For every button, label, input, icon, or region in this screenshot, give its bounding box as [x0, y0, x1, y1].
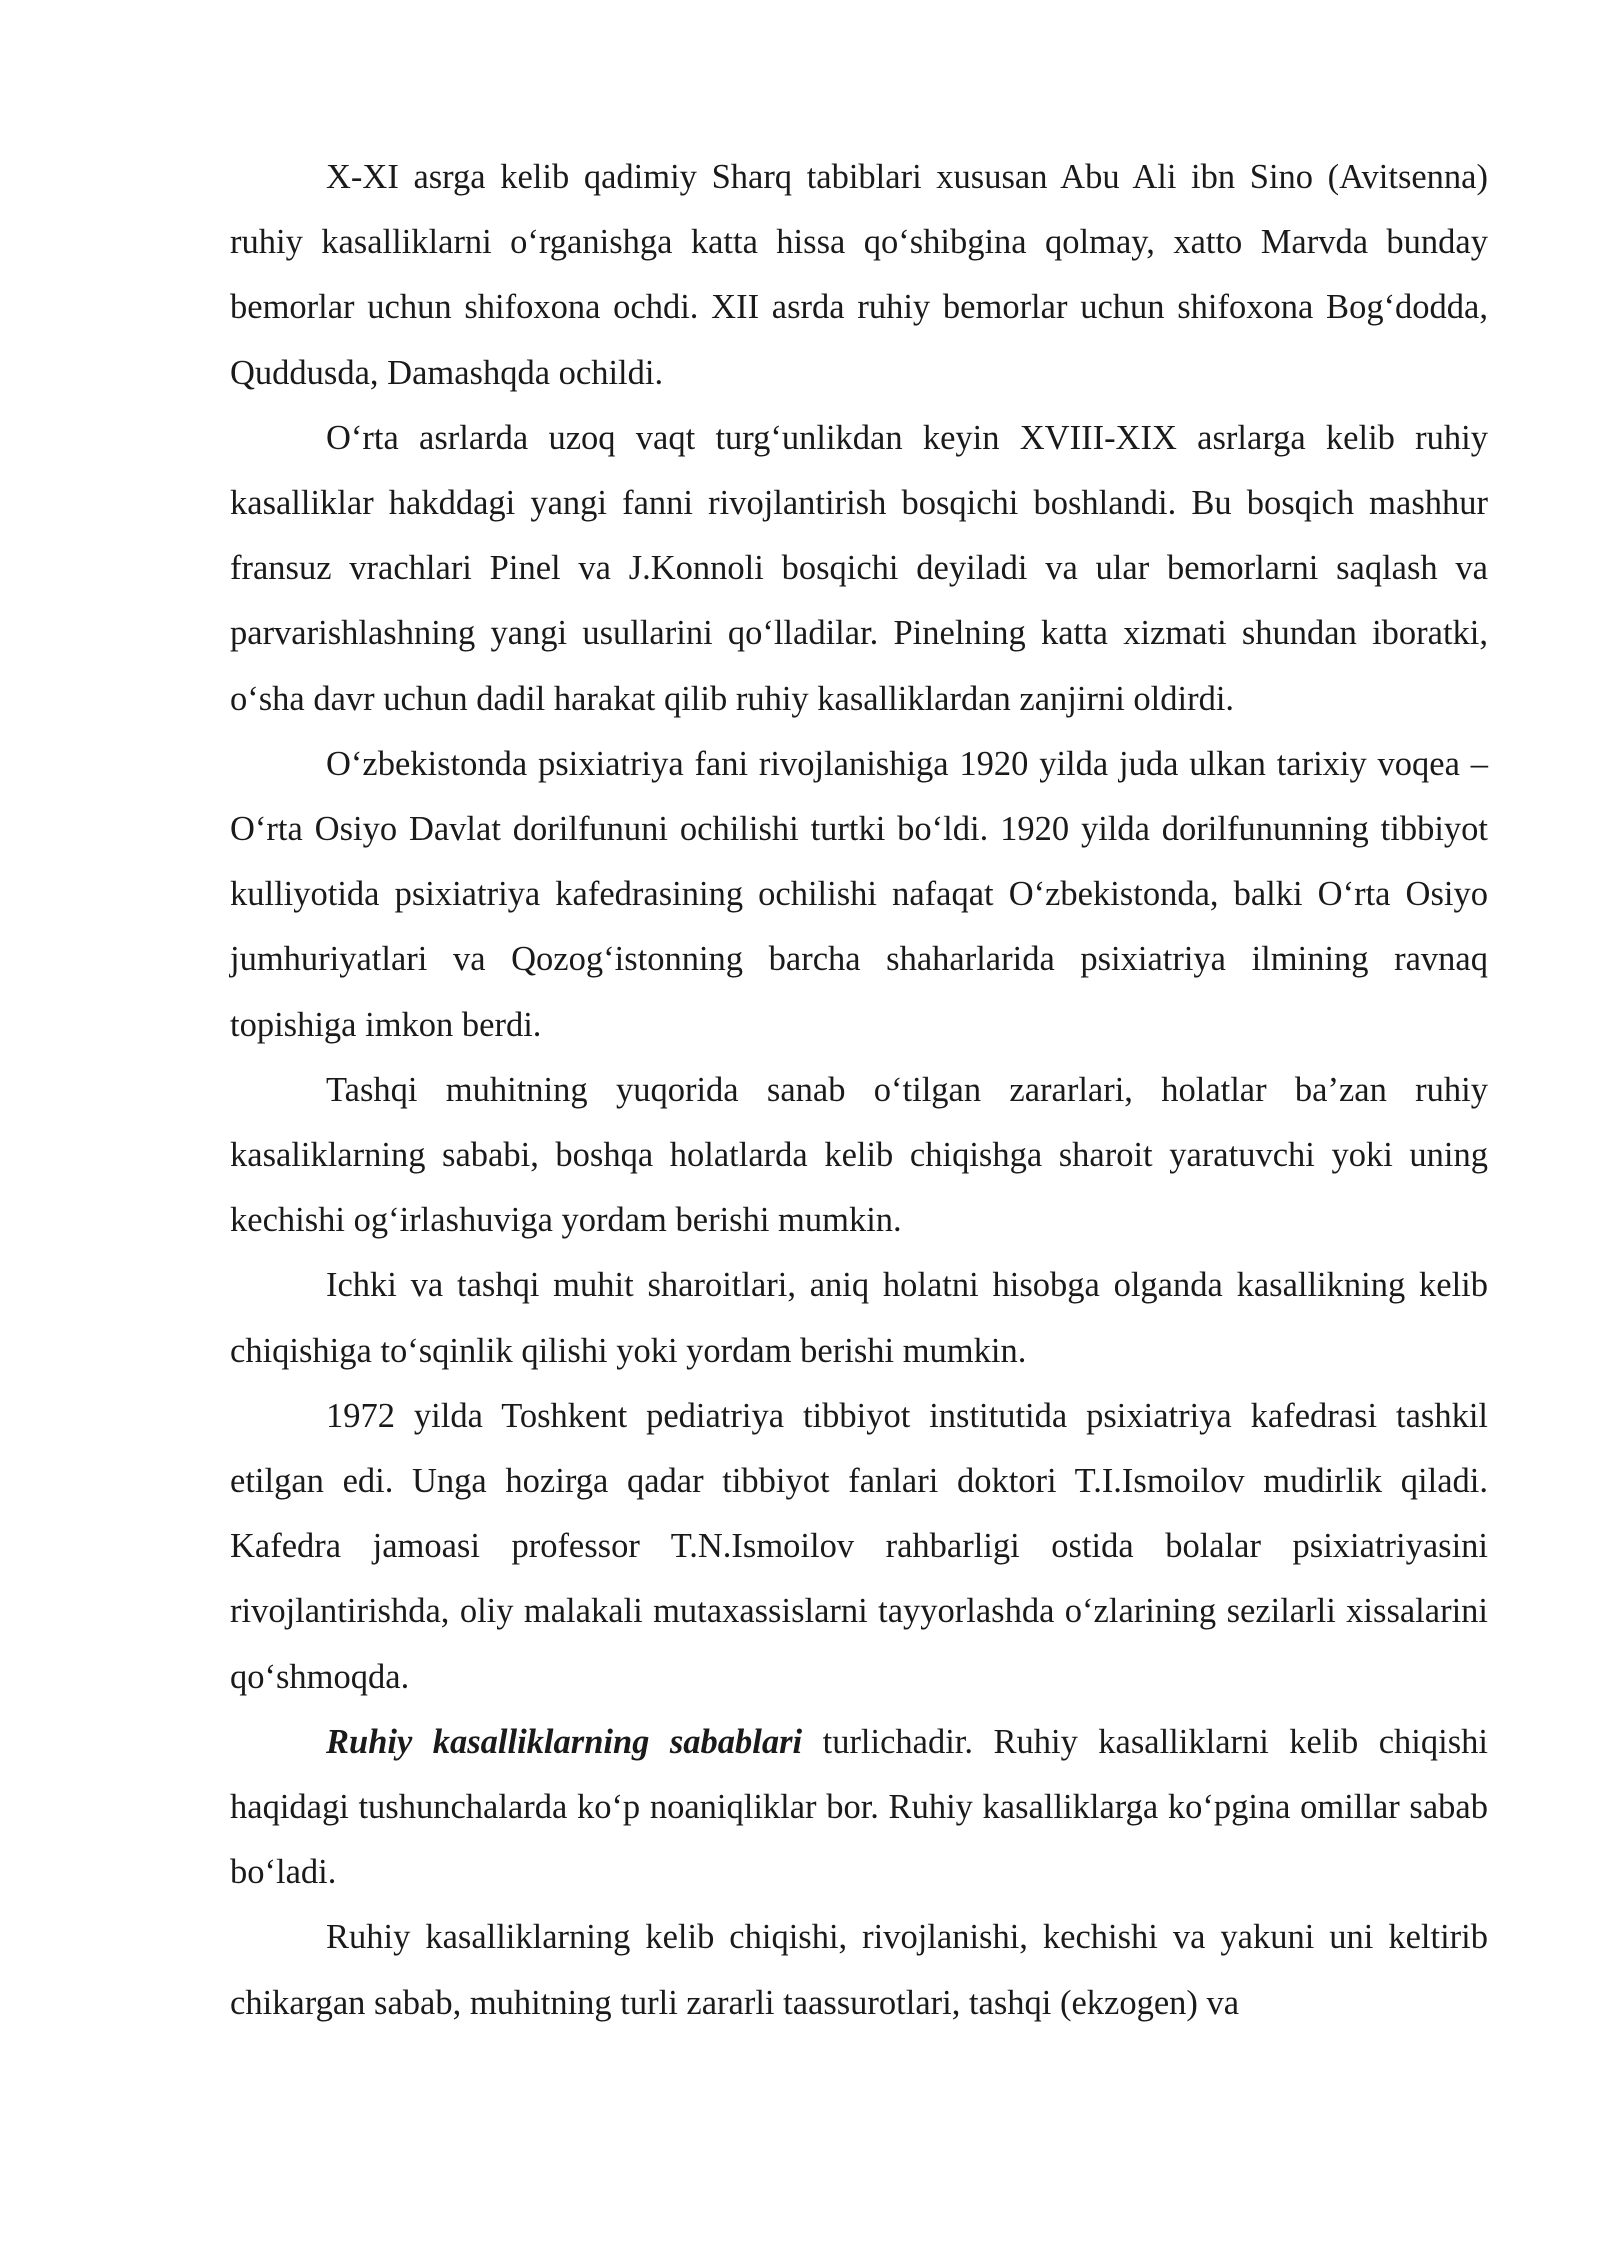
section-term: Ruhiy kasalliklarning sabablari: [326, 1722, 803, 1761]
document-body: [230, 145, 1488, 2036]
paragraph-6: 1972 yilda Toshkent pediatriya tibbiyot institutida psixiatriya kafedrasi tashkil etilgan edi. Unga hozirga qadar tibbiyot fanlari doktori T.I.Ismoilov mudirlik qiladi. Kafedra jamoasi professor T.N.Ismoilov rahbarligi ostida bolalar psixiatriyasini rivojlantirishda, oliy malakali mutaxassislarni tayyorlashda oʻzlarining sezilarli xissalarini qoʻshmoqda.: [230, 1396, 1488, 1696]
paragraph-7-text: turlichadir. Ruhiy kasalliklarni kelib chiqishi haqidagi tushunchalarda koʻp noaniqliklar bor. Ruhiy kasalliklarga koʻpgina omillar sabab boʻladi.: [230, 1722, 1488, 1892]
paragraph-4: Tashqi muhitning yuqorida sanab oʻtilgan zararlari, holatlar ba’zan ruhiy kasaliklarning sababi, boshqa holatlarda kelib chiqishga sharoit yaratuvchi yoki uning kechishi ogʻirlashuviga yordam berishi mumkin.: [230, 1070, 1488, 1240]
paragraph-8: Ruhiy kasalliklarning kelib chiqishi, rivojlanishi, kechishi va yakuni uni keltirib chikargan sabab, muhitning turli zararli taassurotlari, tashqi (ekzogen) va: [230, 1918, 1488, 2022]
paragraph-2: Oʻrta asrlarda uzoq vaqt turgʻunlikdan keyin XVIII-XIX asrlarga kelib ruhiy kasalliklar hakddagi yangi fanni rivojlantirish bosqichi boshlandi. Bu bosqich mashhur fransuz vrachlari Pinel va J.Konnoli bosqichi deyiladi va ular bemorlarni saqlash va parvarishlashning yangi usullarini qoʻlladilar. Pinelning katta xizmati shundan iboratki, oʻsha davr uchun dadil harakat qilib ruhiy kasalliklardan zanjirni oldirdi.: [230, 418, 1488, 718]
paragraph-5: Ichki va tashqi muhit sharoitlari, aniq holatni hisobga olganda kasallikning kelib chiqishiga toʻsqinlik qilishi yoki yordam berishi mumkin.: [230, 1266, 1488, 1370]
paragraph-7: [230, 1710, 1488, 1906]
paragraph-1: X-XI asrga kelib qadimiy Sharq tabiblari xususan Abu Ali ibn Sino (Avitsenna) ruhiy kasalliklarni oʻrganishga katta hissa qoʻshibgina qolmay, xatto Marvda bunday bemorlar uchun shifoxona ochdi. XII asrda ruhiy bemorlar uchun shifoxona Bogʻdodda, Quddusda, Damashqda ochildi.: [230, 158, 1488, 392]
paragraph-3: Oʻzbekistonda psixiatriya fani rivojlanishiga 1920 yilda juda ulkan tarixiy voqea – Oʻrta Osiyo Davlat dorilfununi ochilishi turtki boʻldi. 1920 yilda dorilfununning tibbiyot kulliyotida psixiatriya kafedrasining ochilishi nafaqat Oʻzbekistonda, balki Oʻrta Osiyo jumhuriyatlari va Qozogʻistonning barcha shaharlarida psixiatriya ilmining ravnaq topishiga imkon berdi.: [230, 744, 1488, 1044]
